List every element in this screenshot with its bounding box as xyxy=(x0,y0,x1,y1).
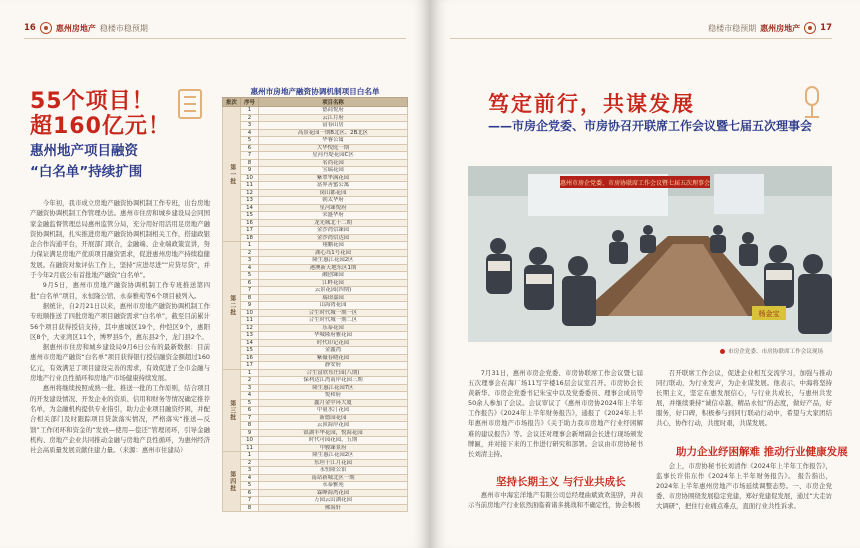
column-name: 稳楼市稳预期 xyxy=(99,23,148,33)
project-name: 名尚花园 xyxy=(259,159,408,167)
microphone-icon xyxy=(802,86,822,124)
table-row xyxy=(223,302,408,310)
table-row xyxy=(223,384,408,392)
project-name: 霖峰海湾花园 xyxy=(259,489,408,497)
table-row xyxy=(223,482,408,490)
table-row xyxy=(223,459,408,467)
project-name: 中量水汀花园 xyxy=(259,407,408,415)
paragraph: 会上，市房协秘书长刘清作《2024年上半年工作报告》，监事长许伟东作《2024年上半年财务报告》。 报告指出，2024年上半年惠州房地产市场延续调整态势。一、市房企党委、市房协围绕发展稳定党建，郑好党建促发展，通过“大走访 大调研”，把住行业痛点难点，直面行业共性诉求。 xyxy=(656,462,832,511)
project-name: 融创臻园 xyxy=(259,272,408,280)
table-row xyxy=(223,399,408,407)
column-name: 稳楼市稳预期 xyxy=(708,23,757,33)
table-row xyxy=(223,324,408,332)
project-name: 合生时代城一期二区 xyxy=(259,317,408,325)
row-number: 11 xyxy=(241,444,259,452)
project-name: 保利达江湾南岸花园三期 xyxy=(259,377,408,385)
project-name: 龙光城北十二期 xyxy=(259,219,408,227)
row-number: 2 xyxy=(241,114,259,122)
paragraph: 9月5日，惠州市房地产融资协调机制工作专班推送第四批“白名单”项目，永恒隆公馆、永泰雅苑等6个项目被列入。 xyxy=(30,281,210,300)
row-number: 14 xyxy=(241,339,259,347)
row-number: 16 xyxy=(241,219,259,227)
row-number: 1 xyxy=(241,369,259,377)
row-number: 8 xyxy=(241,294,259,302)
project-name: 紫薇春晓花园 xyxy=(259,354,408,362)
table-row xyxy=(223,354,408,362)
table-row xyxy=(223,407,408,415)
project-name: 合生富欣东庄园(八期) xyxy=(259,369,408,377)
table-row xyxy=(223,392,408,400)
project-name: 隆生惠江花园2区 xyxy=(259,452,408,460)
right-page xyxy=(430,0,860,548)
table-row xyxy=(223,309,408,317)
row-number: 13 xyxy=(241,197,259,205)
paragraph: 召开联席工作会议，促进企业相互交流学习，加强与推动同行联动，为行业发声，为企业谋发展。他表示，中海将坚持长期主义，坚定在惠发展信心，与行业共成长，与惠州共发展，并继续秉持“诚信卓越，精品永恒”的态度，做好产品，好服务，好口碑，积极参与到同行联动行动中，希望与大家团结共心，协作行动，共度时艰，共谋发展。 xyxy=(656,369,832,428)
project-name: 金沙湾信臻园 xyxy=(259,227,408,235)
row-number: 4 xyxy=(241,264,259,272)
project-name: 宝瑞花园 xyxy=(259,167,408,175)
table-row xyxy=(223,257,408,265)
table-row xyxy=(223,234,408,242)
row-number: 2 xyxy=(241,377,259,385)
project-name: 万园云山湖花园 xyxy=(259,497,408,505)
magazine-name: 惠州房地产 xyxy=(55,23,96,33)
project-name: 富界善蜜公寓 xyxy=(259,182,408,190)
table-row xyxy=(223,219,408,227)
row-number: 2 xyxy=(241,249,259,257)
batch-label: 第四批 xyxy=(223,452,241,512)
project-name: 云江月府 xyxy=(259,114,408,122)
project-name: 山海湾花园 xyxy=(259,302,408,310)
section-heading-1: 坚持长期主义 与行业共成长 xyxy=(496,476,626,488)
table-row xyxy=(223,437,408,445)
row-number: 6 xyxy=(241,279,259,287)
row-number: 4 xyxy=(241,474,259,482)
project-name: 紫翠华满花园 xyxy=(259,174,408,182)
body-column-1 xyxy=(468,368,643,459)
table-row xyxy=(223,377,408,385)
project-name: 永泰雅苑 xyxy=(259,482,408,490)
row-number: 16 xyxy=(241,354,259,362)
table-row xyxy=(223,489,408,497)
table-row xyxy=(223,264,408,272)
row-number: 8 xyxy=(241,504,259,512)
row-number: 10 xyxy=(241,174,259,182)
project-name: 江畔花园 xyxy=(259,279,408,287)
project-name: 瑞璟嘉园 xyxy=(259,294,408,302)
body-column-1b xyxy=(468,490,643,510)
row-number: 5 xyxy=(241,137,259,145)
project-name: 朝太华府 xyxy=(259,197,408,205)
paragraph: 7月31日，惠州市房企党委、市房协联席工作会议暨七届五次理事会在海厂场11写字楼16层会议室召开。市房协会长黄新华、市房企党委书记朱宝中以及党委委员、理事会成员等50余人参加了会议。会议审议了《惠州市房协2024年上半年工作报告》《2024年上半年财务报告》，通报了《2024年上半年惠州市房地产市场报告》《关于助力我市房地产行业纾困解难的建议报告》等。会议还对理事会新增副会长进行现场颁发牌匾，并对接下来的工作进行研究和部署。会议由市房协秘书长刘清主持。 xyxy=(468,369,643,458)
project-name: 鑫月金中环大厦 xyxy=(259,399,408,407)
row-number: 5 xyxy=(241,272,259,280)
batch-label: 第一批 xyxy=(223,107,241,242)
table-row xyxy=(223,422,408,430)
project-name: 湖心岛1号花园 xyxy=(259,249,408,257)
project-name: 南站新城北区一期 xyxy=(259,474,408,482)
row-number: 12 xyxy=(241,324,259,332)
project-name: 合生时代城一期一区 xyxy=(259,309,408,317)
paragraph: 惠州将继续按照成熟一批、推送一批的工作原则，结合项目的开发建设情况、开发企业的资质、信用和财务等情况确定推荐名单，为金融机构提供专业指引，助力企业项目融资纾困，并配合相关部门及时跟踪项目贷款落实情况，严格落实“推送—反馈”工作闭环和资金的“发放—使用—偿还”管理闭环，引导金融机构、房地产企业共同推动金融与房地产良性循环，为惠州经济社会高质量发展贡献住建力量。（来源：惠州市住建局） xyxy=(30,384,210,455)
row-number: 2 xyxy=(241,459,259,467)
table-row xyxy=(223,249,408,257)
row-number: 14 xyxy=(241,204,259,212)
row-number: 15 xyxy=(241,347,259,355)
table-row xyxy=(223,197,408,205)
row-number: 1 xyxy=(241,452,259,460)
table-row xyxy=(223,129,408,137)
table-row xyxy=(223,212,408,220)
table-row xyxy=(223,497,408,505)
col-header-project: 项目名称 xyxy=(259,98,408,107)
table-row xyxy=(223,167,408,175)
table-row xyxy=(223,152,408,160)
page-number: 17 xyxy=(820,23,832,33)
article-title: 笃定前行，共谋发展 xyxy=(488,92,695,116)
row-number: 12 xyxy=(241,189,259,197)
left-header xyxy=(24,22,148,34)
table-row xyxy=(223,474,408,482)
row-number: 7 xyxy=(241,287,259,295)
row-number: 3 xyxy=(241,257,259,265)
table-row xyxy=(223,504,408,512)
paragraph: 据统计，自2月21日以来，惠州市房地产融资协调机制工作专班顺推送了四批房地产项目融资需求“白名单”，截至目前累计56个项目获得授信支持，其中惠城区19个，仲恺区9个，惠阳区8个，大亚湾区11个，博罗县5个，惠东县2个，龙门县2个。 xyxy=(30,301,210,341)
batch-label: 第二批 xyxy=(223,242,241,370)
row-number: 1 xyxy=(241,242,259,250)
row-number: 5 xyxy=(241,399,259,407)
row-number: 8 xyxy=(241,422,259,430)
body-column-2b xyxy=(656,461,832,511)
table-row xyxy=(223,182,408,190)
row-number: 1 xyxy=(241,107,259,115)
subtitle-line2: “白名单”持续扩围 xyxy=(30,164,143,180)
subtitle-line1: 惠州地产项目融资 xyxy=(30,143,138,159)
nameplate: 杨金宝 xyxy=(758,310,780,318)
table-row xyxy=(223,174,408,182)
project-name: 富春山居 xyxy=(259,122,408,130)
table-row xyxy=(223,414,408,422)
magazine-name: 惠州房地产 xyxy=(760,23,801,33)
project-name: 金沙湾信达园 xyxy=(259,234,408,242)
row-number: 11 xyxy=(241,317,259,325)
project-name: 东坦千江月花园 xyxy=(259,459,408,467)
table-row xyxy=(223,189,408,197)
row-number: 7 xyxy=(241,414,259,422)
project-name: 星河丹堤花园C区 xyxy=(259,152,408,160)
project-name: 隆生惠江花园2区 xyxy=(259,257,408,265)
table-row xyxy=(223,369,408,377)
row-number: 18 xyxy=(241,234,259,242)
row-number: 9 xyxy=(241,302,259,310)
table-row xyxy=(223,467,408,475)
table-row xyxy=(223,339,408,347)
photo-caption: 市房企党委、市房协联席工作会议现场 xyxy=(720,347,823,355)
table-row xyxy=(223,227,408,235)
row-number: 5 xyxy=(241,482,259,490)
table-row xyxy=(223,362,408,370)
project-name: 云景花园(四期) xyxy=(259,287,408,295)
table-title: 惠州市房地产融资协调机制项目白名单 xyxy=(250,87,380,96)
row-number: 7 xyxy=(241,497,259,505)
row-number: 4 xyxy=(241,129,259,137)
table-row xyxy=(223,294,408,302)
row-number: 6 xyxy=(241,407,259,415)
project-name: 翔鹏花园 xyxy=(259,242,408,250)
project-name: 时代印记花园 xyxy=(259,339,408,347)
col-header-batch: 批次 xyxy=(223,98,241,107)
row-number: 10 xyxy=(241,309,259,317)
paragraph: 据惠州市住房和城乡建设局9月6日公布的最新数据：目前惠州市房地产融资“白名单”项目获得银行授信融资金额超过160亿元，有效满足了项目建设完善的需求，有效促进了全市金融与房地产行业良性循环和房地产市场健康持续发展。 xyxy=(30,343,210,383)
project-name: 云顶海岸花园 xyxy=(259,422,408,430)
article-subtitle: ——市房企党委、市房协召开联席工作会议暨七届五次理事会 xyxy=(488,119,813,133)
row-number: 10 xyxy=(241,437,259,445)
row-number: 9 xyxy=(241,429,259,437)
table-row xyxy=(223,287,408,295)
table-row xyxy=(223,279,408,287)
table-row xyxy=(223,272,408,280)
paragraph: 今年初，我市成立房地产融资协调机制工作专班，出台房地产融资协调机制工作管理办法。惠州市住房和城乡建设局会同国家金融监督管理总局惠州监管分局，充分用好用活用足房地产融资协调机制，扎实推进房地产融资协调机制相关工作，搭建政银企合作沟通平台，开展部门联合，金融端、企业端政策宣讲，努力保证满足房地产优质项目融资需求，促进惠州房地产持续稳健发展。在融资对象评估工作上，坚持“应进尽进”“应贷尽贷”，并于今年2月底公布首批地产融资“白名单”。 xyxy=(30,199,210,280)
table-row xyxy=(223,242,408,250)
row-number: 6 xyxy=(241,144,259,152)
article-body xyxy=(30,198,210,455)
header-rule xyxy=(450,38,832,39)
project-name: 荣盛华府 xyxy=(259,212,408,220)
whitelist-table xyxy=(222,97,408,512)
paragraph: 惠州市中海宏洋地产有限公司总经理曲斌致欢迎辞，并表示当前房地产行业依然面临着诸多挑战和不确定性，协会积极 xyxy=(468,491,643,510)
project-name: 星河臻悦府 xyxy=(259,204,408,212)
project-name: 永恒隆公馆 xyxy=(259,467,408,475)
headline-line2: 超160亿元！ xyxy=(30,114,171,139)
table-row xyxy=(223,107,408,115)
row-number: 17 xyxy=(241,362,259,370)
row-number: 3 xyxy=(241,467,259,475)
notepad-icon xyxy=(178,89,202,119)
row-number: 8 xyxy=(241,159,259,167)
logo-dot-icon xyxy=(804,22,816,34)
col-header-no: 序号 xyxy=(241,98,259,107)
table-row xyxy=(223,429,408,437)
row-number: 4 xyxy=(241,392,259,400)
meeting-photo xyxy=(468,166,832,342)
project-name: 德商悦府 xyxy=(259,107,408,115)
row-number: 3 xyxy=(241,122,259,130)
logo-dot-icon xyxy=(40,22,52,34)
section-heading-2: 助力企业纾困解难 推动行业健康发展 xyxy=(676,446,848,458)
table-row xyxy=(223,159,408,167)
row-number: 9 xyxy=(241,167,259,175)
project-name: 静安府 xyxy=(259,362,408,370)
project-name: 金鑫湾 xyxy=(259,347,408,355)
table-row xyxy=(223,137,408,145)
row-number: 13 xyxy=(241,332,259,340)
right-header xyxy=(708,22,832,34)
project-name: 乐泰花园 xyxy=(259,324,408,332)
project-name: 华城隆府雅花园 xyxy=(259,332,408,340)
table-row xyxy=(223,444,408,452)
row-number: 17 xyxy=(241,227,259,235)
table-row xyxy=(223,204,408,212)
row-number: 6 xyxy=(241,489,259,497)
project-name: 中骏臻景府 xyxy=(259,444,408,452)
headline-line1: 55个项目！ xyxy=(30,89,155,114)
batch-label: 第三批 xyxy=(223,369,241,452)
row-number: 15 xyxy=(241,212,259,220)
photo-banner: 惠州市房企党委、市房协联席工作会议暨七届五次理事会 xyxy=(559,180,711,187)
project-name: 新德园花园 xyxy=(259,414,408,422)
table-row xyxy=(223,114,408,122)
project-name: 大华悦庭一期 xyxy=(259,144,408,152)
project-name: 高景花园一期B北区、2B北区 xyxy=(259,129,408,137)
row-number: 11 xyxy=(241,182,259,190)
table-row xyxy=(223,122,408,130)
project-name: 悦和府 xyxy=(259,392,408,400)
table-row xyxy=(223,347,408,355)
table-row xyxy=(223,144,408,152)
project-name: 佛海轩 xyxy=(259,504,408,512)
page-number: 16 xyxy=(24,23,36,33)
table-row xyxy=(223,332,408,340)
body-column-2 xyxy=(656,368,832,429)
project-name: 华睿公寓 xyxy=(259,137,408,145)
table-row xyxy=(223,317,408,325)
project-name: 隆生惠江花园7区 xyxy=(259,384,408,392)
header-rule xyxy=(24,38,406,39)
row-number: 7 xyxy=(241,152,259,160)
project-name: 港澳新天地东区1期 xyxy=(259,264,408,272)
table-row xyxy=(223,452,408,460)
project-name: 银湖丰华花园，悦海花园 xyxy=(259,429,408,437)
project-name: 岗山郡花园 xyxy=(259,189,408,197)
row-number: 3 xyxy=(241,384,259,392)
project-name: 时代可园花园，五期 xyxy=(259,437,408,445)
